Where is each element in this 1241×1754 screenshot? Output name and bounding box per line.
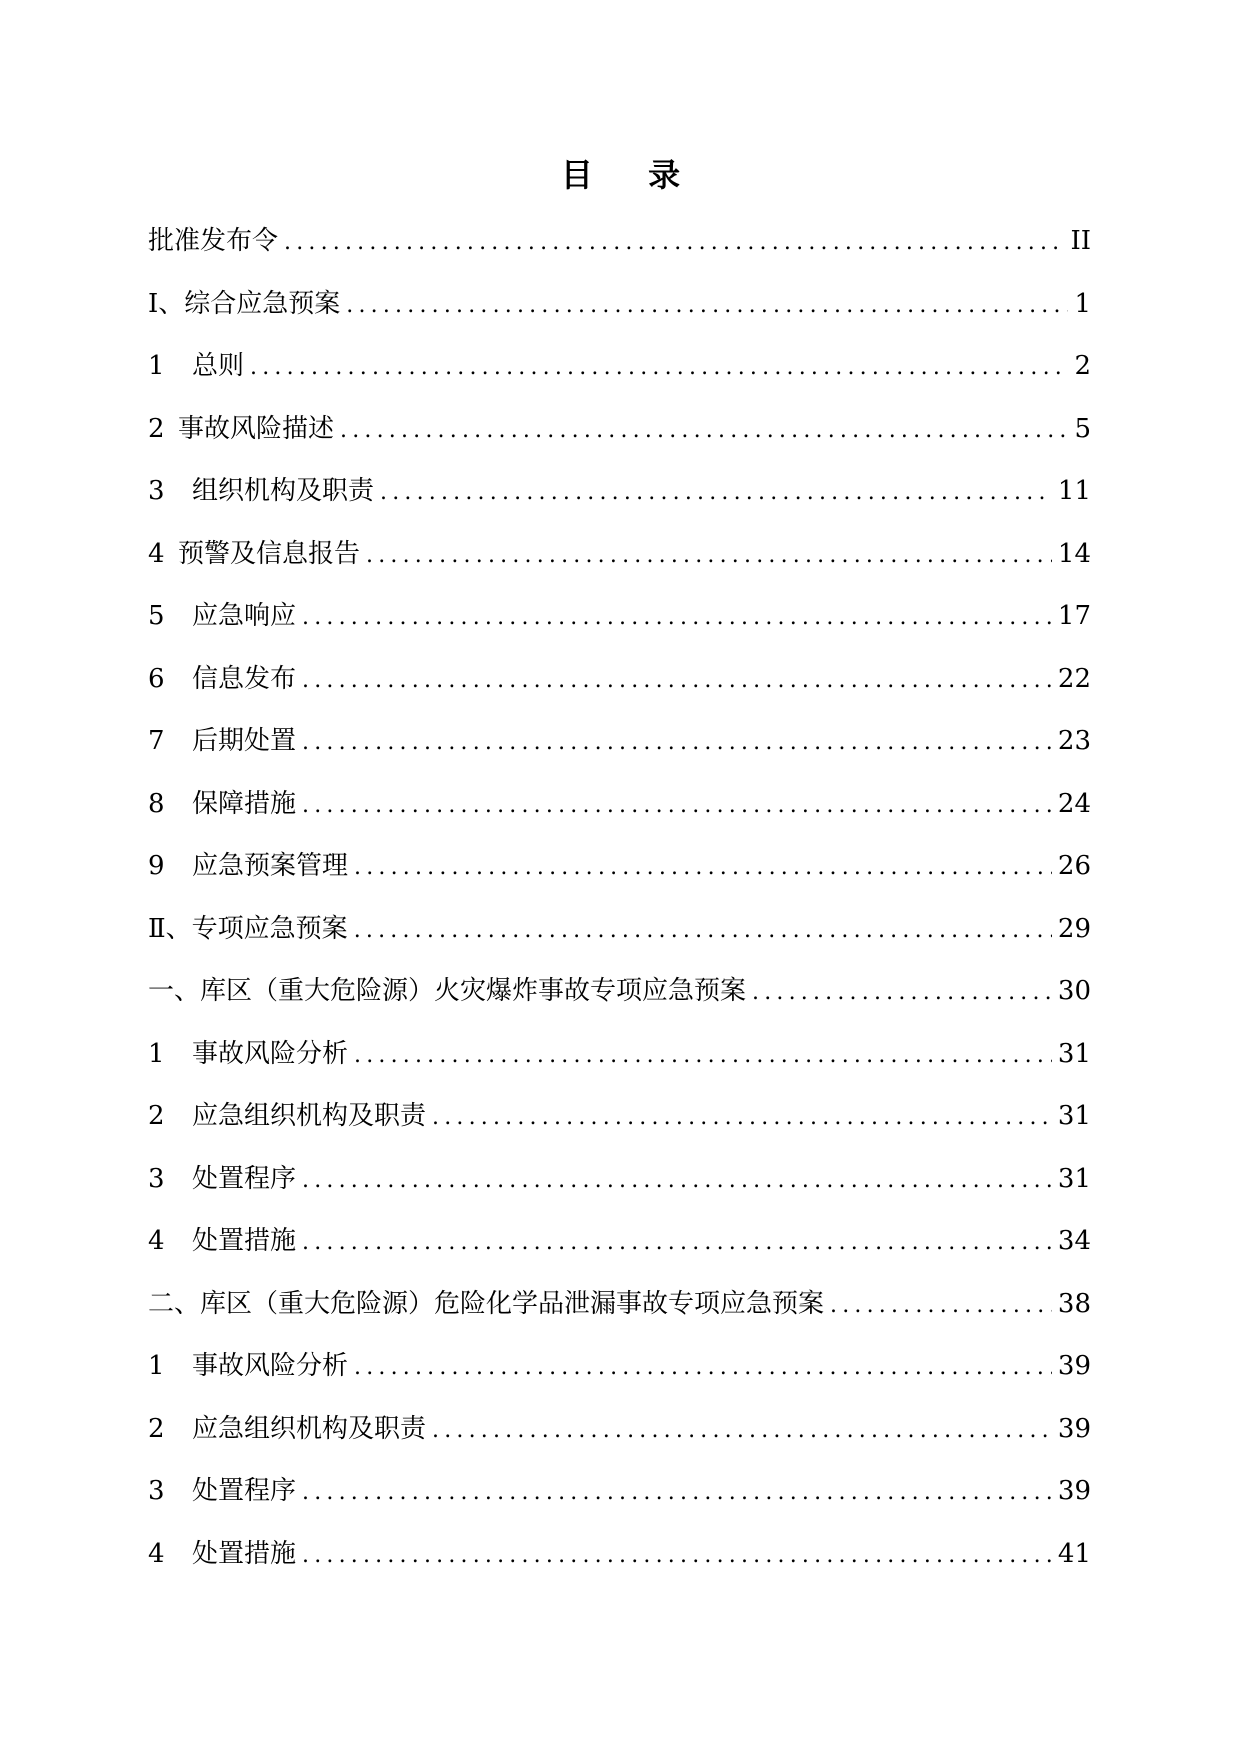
dot-leader	[432, 1087, 1052, 1150]
toc-entry[interactable]	[148, 1085, 1091, 1148]
toc-entry[interactable]	[148, 1398, 1091, 1461]
toc-entry[interactable]	[148, 960, 1091, 1023]
toc-entry-number: 1	[148, 1038, 165, 1069]
toc-entry-label: 处置措施	[192, 1226, 297, 1256]
toc-entry-label: 信息发布	[192, 663, 297, 694]
toc-entry-page-number: 2	[1074, 351, 1091, 381]
dot-leader	[340, 400, 1068, 463]
toc-entry-page-number: 26	[1057, 851, 1091, 881]
toc-entry-page-number: 11	[1057, 476, 1091, 506]
dot-leader	[752, 962, 1052, 1025]
toc-entry-number: 9	[148, 851, 165, 881]
toc-entry-page-number: 1	[1074, 288, 1091, 319]
dot-leader	[302, 1212, 1052, 1275]
dot-leader	[380, 462, 1052, 525]
toc-entry[interactable]	[148, 523, 1091, 586]
toc-entry-label: 事故风险分析	[192, 1351, 349, 1381]
toc-entry-page-number: 39	[1057, 1476, 1091, 1506]
toc-entry[interactable]	[148, 1273, 1091, 1336]
toc-entry[interactable]	[148, 1148, 1091, 1211]
toc-entry-label: 应急组织机构及职责	[192, 1101, 427, 1131]
toc-entry-number: 6	[148, 663, 165, 694]
dot-leader	[302, 1462, 1052, 1525]
toc-entry-page-number: 22	[1057, 663, 1091, 694]
dot-leader	[354, 900, 1052, 963]
table-of-contents	[148, 210, 1091, 1585]
toc-entry[interactable]	[148, 773, 1091, 836]
toc-entry-number: 4	[148, 1538, 165, 1569]
toc-entry[interactable]	[148, 1210, 1091, 1273]
toc-entry[interactable]	[148, 648, 1091, 711]
toc-entry-label: 组织机构及职责	[192, 476, 375, 506]
toc-entry-label: 事故风险分析	[192, 1038, 349, 1069]
toc-entry-label: Ⅱ、专项应急预案	[148, 913, 348, 944]
toc-entry-label: 二、库区（重大危险源）危险化学品泄漏事故专项应急预案	[148, 1288, 825, 1319]
dot-leader	[354, 1025, 1052, 1088]
dot-leader	[354, 837, 1052, 900]
toc-entry[interactable]	[148, 1335, 1091, 1398]
toc-entry-number: 1	[148, 351, 165, 381]
toc-entry-number: 5	[148, 601, 165, 631]
dot-leader	[302, 650, 1052, 713]
toc-entry-page-number: 31	[1057, 1163, 1091, 1194]
toc-entry-page-number: 39	[1057, 1351, 1091, 1381]
toc-entry-label: 总则	[192, 351, 245, 381]
toc-entry[interactable]	[148, 398, 1091, 461]
dot-leader	[346, 275, 1068, 338]
dot-leader	[302, 712, 1052, 775]
toc-entry[interactable]	[148, 835, 1091, 898]
toc-entry-number: 2	[148, 1101, 165, 1131]
toc-entry-page-number: 5	[1074, 413, 1091, 444]
dot-leader	[302, 775, 1052, 838]
toc-entry-label: 保障措施	[192, 788, 297, 819]
toc-entry[interactable]	[148, 585, 1091, 648]
toc-entry-page-number: 34	[1057, 1226, 1091, 1256]
toc-entry[interactable]	[148, 460, 1091, 523]
dot-leader	[366, 525, 1052, 588]
toc-entry-page-number: 39	[1057, 1413, 1091, 1444]
toc-entry-label: 处置措施	[192, 1538, 297, 1569]
toc-entry-page-number: 24	[1057, 788, 1091, 819]
dot-leader	[250, 337, 1068, 400]
toc-entry-page-number: 30	[1057, 976, 1091, 1006]
toc-entry-page-number: 38	[1057, 1288, 1091, 1319]
toc-entry-label: 一、库区（重大危险源）火灾爆炸事故专项应急预案	[148, 976, 747, 1006]
toc-entry-page-number: 31	[1057, 1101, 1091, 1131]
toc-entry-page-number: 17	[1057, 601, 1091, 631]
toc-entry-label: 批准发布令	[148, 226, 279, 256]
toc-entry[interactable]	[148, 273, 1091, 336]
dot-leader	[830, 1275, 1052, 1338]
toc-entry-number: 2	[148, 1413, 165, 1444]
toc-entry-page-number: 29	[1057, 913, 1091, 944]
toc-entry-label: 应急预案管理	[192, 851, 349, 881]
toc-entry-page-number: 23	[1057, 726, 1091, 756]
toc-entry-number: 8	[148, 788, 165, 819]
toc-entry-label: 处置程序	[192, 1476, 297, 1506]
toc-entry-label: 应急响应	[192, 601, 297, 631]
toc-entry-page-number: 31	[1057, 1038, 1091, 1069]
toc-entry-label: 预警及信息报告	[178, 538, 361, 569]
toc-entry-number: 4	[148, 538, 165, 569]
toc-entry-page-number: 41	[1057, 1538, 1091, 1569]
dot-leader	[284, 212, 1064, 275]
toc-entry[interactable]	[148, 335, 1091, 398]
toc-entry[interactable]	[148, 1523, 1091, 1586]
toc-entry-number: 2	[148, 413, 165, 444]
toc-entry-number: 4	[148, 1226, 165, 1256]
toc-entry-label: Ⅰ、综合应急预案	[148, 288, 341, 319]
toc-entry-number: 3	[148, 1163, 165, 1194]
toc-entry-number: 1	[148, 1351, 165, 1381]
toc-entry[interactable]	[148, 710, 1091, 773]
dot-leader	[354, 1337, 1052, 1400]
toc-entry-number: 3	[148, 1476, 165, 1506]
toc-entry-number: 3	[148, 476, 165, 506]
toc-entry-number: 7	[148, 726, 165, 756]
dot-leader	[302, 1150, 1052, 1213]
toc-entry[interactable]	[148, 1460, 1091, 1523]
toc-entry-label: 处置程序	[192, 1163, 297, 1194]
dot-leader	[432, 1400, 1052, 1463]
toc-entry-page-number: II	[1070, 226, 1091, 256]
toc-entry-page-number: 14	[1057, 538, 1091, 569]
dot-leader	[302, 587, 1052, 650]
toc-entry-label: 应急组织机构及职责	[192, 1413, 427, 1444]
toc-entry-label: 事故风险描述	[178, 413, 335, 444]
toc-entry[interactable]	[148, 898, 1091, 961]
dot-leader	[302, 1525, 1052, 1588]
toc-entry[interactable]	[148, 1023, 1091, 1086]
page-title: 目 录	[560, 156, 703, 194]
toc-entry-label: 后期处置	[192, 726, 297, 756]
toc-entry[interactable]	[148, 210, 1091, 273]
